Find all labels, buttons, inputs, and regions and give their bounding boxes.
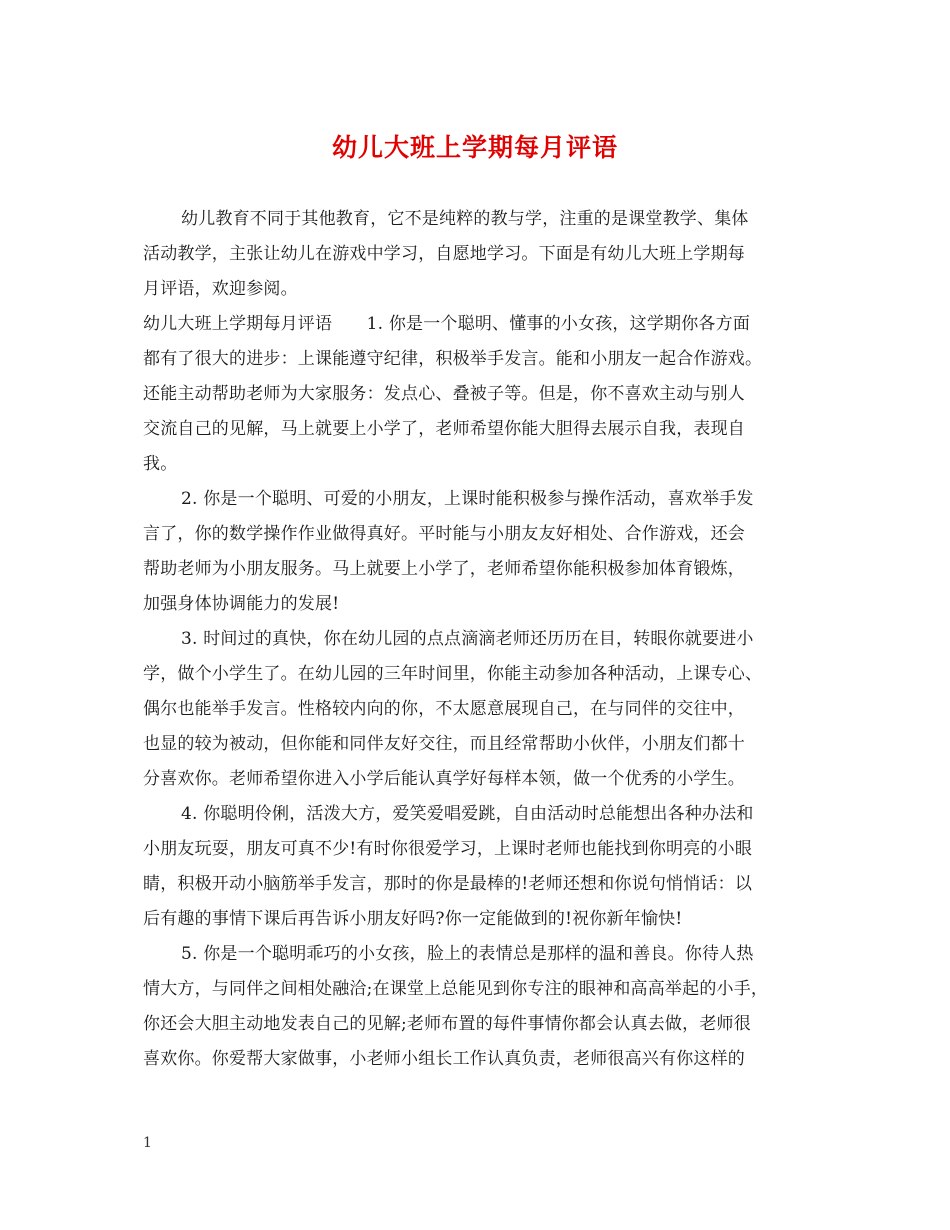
- page-number: 1: [143, 1135, 152, 1151]
- text-line: 你还会大胆主动地发表自己的见解;老师布置的每件事情你都会认真去做，老师很: [143, 1014, 751, 1034]
- document-title: 幼儿大班上学期每月评语: [331, 133, 618, 162]
- text-line: 我。: [143, 454, 178, 474]
- text-line: 幼儿教育不同于其他教育，它不是纯粹的教与学，注重的是课堂教学、集体: [181, 209, 749, 229]
- text-line: 幼儿大班上学期每月评语 1. 你是一个聪明、懂事的小女孩，这学期你各方面: [143, 314, 751, 334]
- text-line: 小朋友玩耍，朋友可真不少!有时你很爱学习，上课时老师也能找到你明亮的小眼: [143, 839, 753, 859]
- text-line: 情大方，与同伴之间相处融洽;在课堂上总能见到你专注的眼神和高高举起的小手，: [143, 979, 769, 999]
- text-line: 言了，你的数学操作作业做得真好。平时能与小朋友友好相处、合作游戏，还会: [143, 524, 745, 544]
- text-line: 都有了很大的进步：上课能遵守纪律，积极举手发言。能和小朋友一起合作游戏。: [143, 349, 763, 369]
- text-line: 2. 你是一个聪明、可爱的小朋友，上课时能积极参与操作活动，喜欢举手发: [181, 489, 754, 509]
- document-body: [143, 202, 815, 1077]
- text-line: 喜欢你。你爱帮大家做事，小老师小组长工作认真负责，老师很高兴有你这样的: [143, 1049, 745, 1069]
- text-line: 交流自己的见解，马上就要上小学了，老师希望你能大胆得去展示自我，表现自: [143, 419, 745, 439]
- text-line: 3. 时间过的真快，你在幼儿园的点点滴滴老师还历历在目，转眼你就要进小: [181, 629, 754, 649]
- text-line: 睛，积极开动小脑筋举手发言，那时的你是最棒的!老师还想和你说句悄悄话：以: [143, 874, 753, 894]
- text-line: 活动教学，主张让幼儿在游戏中学习，自愿地学习。下面是有幼儿大班上学期每: [143, 244, 745, 264]
- text-line: 4. 你聪明伶俐，活泼大方，爱笑爱唱爱跳，自由活动时总能想出各种办法和: [181, 804, 754, 824]
- text-line: 也显的较为被动，但你能和同伴友好交往，而且经常帮助小伙伴，小朋友们都十: [143, 734, 745, 754]
- text-line: 学，做个小学生了。在幼儿园的三年时间里，你能主动参加各种活动，上课专心、: [143, 664, 763, 684]
- text-line: 5. 你是一个聪明乖巧的小女孩，脸上的表情总是那样的温和善良。你待人热: [181, 944, 754, 964]
- text-line: 偶尔也能举手发言。性格较内向的你，不太愿意展现自己，在与同伴的交往中，: [143, 699, 745, 719]
- text-line: 帮助老师为小朋友服务。马上就要上小学了，老师希望你能积极参加体育锻炼，: [143, 559, 745, 579]
- text-line: 加强身体协调能力的发展!: [143, 594, 340, 614]
- text-line: 分喜欢你。老师希望你进入小学后能认真学好每样本领，做一个优秀的小学生。: [143, 769, 745, 789]
- text-line: 还能主动帮助老师为大家服务：发点心、叠被子等。但是，你不喜欢主动与别人: [143, 384, 745, 404]
- text-line: 后有趣的事情下课后再告诉小朋友好吗?你一定能做到的!祝你新年愉快!: [143, 909, 683, 929]
- text-line: 月评语，欢迎参阅。: [143, 279, 298, 299]
